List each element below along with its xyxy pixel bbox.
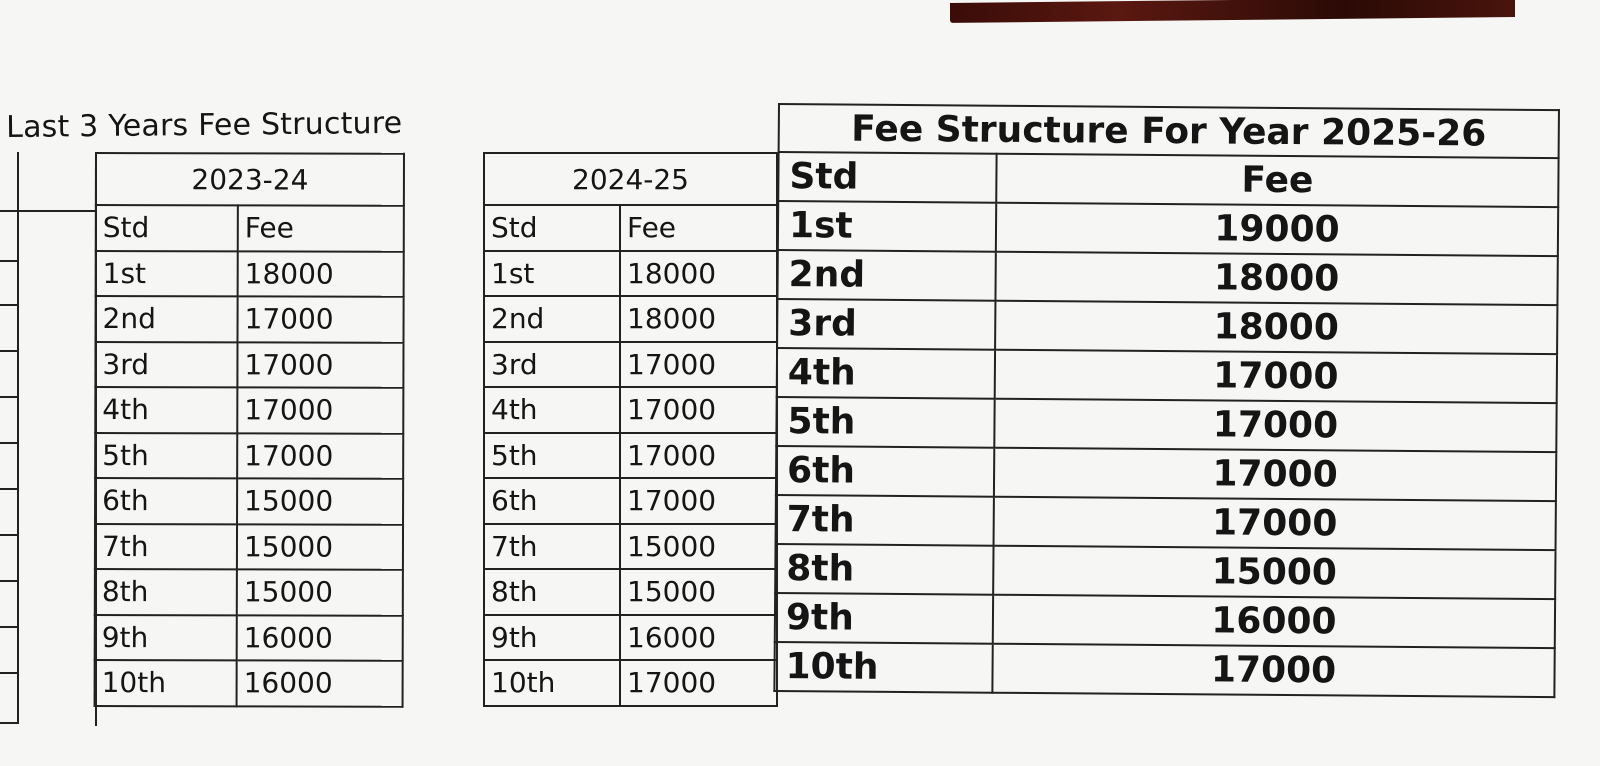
table-row (95, 433, 403, 479)
fee-cell: 17000 (620, 478, 777, 524)
std-cell: 9th (775, 593, 993, 644)
stub-rule (0, 396, 17, 398)
table-row (484, 524, 777, 570)
table-row (95, 615, 403, 661)
fee-cell: 17000 (995, 350, 1557, 403)
table-row (484, 478, 777, 524)
table-row (776, 397, 1556, 452)
std-cell: 7th (95, 524, 237, 570)
table-row (484, 569, 777, 615)
fee-column-header: Fee (996, 154, 1558, 207)
fee-table-2025-26 (773, 103, 1560, 698)
std-cell: 1st (778, 201, 996, 252)
table-row (95, 524, 403, 570)
table-row (96, 251, 404, 297)
fee-cell: 17000 (238, 296, 404, 342)
std-cell: 3rd (777, 299, 995, 350)
table-row (484, 615, 777, 661)
fee-cell: 17000 (620, 660, 777, 706)
table-row (774, 642, 1554, 697)
std-cell: 10th (774, 642, 992, 693)
partial-grid-stub (0, 152, 97, 726)
fee-cell: 15000 (237, 569, 403, 615)
table-row (95, 478, 403, 524)
fee-cell: 19000 (996, 203, 1558, 256)
table-header-row (96, 205, 404, 251)
year-header: 2024-25 (484, 153, 777, 205)
stub-rule (0, 580, 17, 582)
table-row (95, 660, 403, 706)
fee-cell: 15000 (620, 569, 777, 615)
fee-cell: 17000 (620, 342, 777, 388)
stub-divider (17, 152, 19, 724)
std-cell: 7th (484, 524, 620, 570)
year-header: 2023-24 (96, 153, 404, 206)
fee-cell: 18000 (620, 251, 777, 297)
table-row (95, 387, 403, 433)
std-cell: 5th (95, 433, 237, 479)
fee-cell: 17000 (237, 433, 403, 479)
fee-cell: 17000 (994, 497, 1556, 550)
std-cell: 10th (484, 660, 620, 706)
std-cell: 5th (776, 397, 994, 448)
std-cell: 1st (96, 251, 238, 297)
fee-cell: 16000 (993, 595, 1555, 648)
stub-rule (0, 488, 17, 490)
fee-cell: 18000 (995, 252, 1557, 305)
std-cell: 3rd (95, 342, 237, 388)
std-cell: 5th (484, 433, 620, 479)
fee-cell: 16000 (620, 615, 777, 661)
std-cell: 4th (777, 348, 995, 399)
fee-table-2024-25 (483, 152, 778, 707)
table-row (777, 250, 1557, 305)
table-row (778, 201, 1558, 256)
fee-cell: 18000 (238, 251, 404, 297)
std-cell: 6th (95, 478, 237, 524)
stub-rule (0, 442, 17, 444)
stub-rule (0, 672, 17, 674)
fee-cell: 17000 (237, 342, 403, 388)
table-row (484, 251, 777, 297)
fee-cell: 15000 (237, 478, 403, 524)
std-cell: 2nd (96, 296, 238, 342)
table-row (484, 387, 777, 433)
fee-cell: 17000 (994, 399, 1556, 452)
stub-rule (0, 210, 95, 212)
table-row (776, 446, 1556, 501)
std-cell: 9th (95, 615, 237, 661)
table-row (95, 569, 403, 615)
std-cell: 7th (776, 495, 994, 546)
table-row (484, 660, 777, 706)
fee-cell: 15000 (237, 524, 403, 570)
fee-cell: 15000 (620, 524, 777, 570)
table-row (484, 296, 777, 342)
std-column-header: Std (778, 152, 996, 203)
table-row (96, 296, 404, 342)
photo-edge (950, 0, 1515, 23)
fee-column-header: Fee (620, 205, 777, 251)
std-cell: 8th (775, 544, 993, 595)
table-row (777, 348, 1557, 403)
std-cell: 8th (95, 569, 237, 615)
std-cell: 8th (484, 569, 620, 615)
table-row (484, 433, 777, 479)
fee-cell: 18000 (620, 296, 777, 342)
stub-rule (0, 304, 17, 306)
fee-cell: 17000 (994, 448, 1556, 501)
std-cell: 4th (95, 387, 237, 433)
table-row (776, 495, 1556, 550)
table-row (95, 342, 403, 388)
std-cell: 2nd (777, 250, 995, 301)
stub-rule (0, 350, 17, 352)
fee-cell: 17000 (620, 433, 777, 479)
fee-cell: 15000 (993, 546, 1555, 599)
fee-cell: 17000 (237, 387, 403, 433)
std-cell: 9th (484, 615, 620, 661)
fee-cell: 16000 (237, 615, 403, 661)
std-cell: 6th (484, 478, 620, 524)
std-cell: 4th (484, 387, 620, 433)
table-row (777, 299, 1557, 354)
fee-column-header: Fee (238, 205, 404, 251)
std-cell: 1st (484, 251, 620, 297)
fee-cell: 18000 (995, 301, 1557, 354)
stub-rule (0, 722, 17, 724)
fee-cell: 16000 (237, 660, 403, 706)
stub-rule (0, 260, 17, 262)
table-header-row (778, 152, 1558, 207)
std-column-header: Std (96, 205, 238, 251)
stub-rule (0, 534, 17, 536)
std-cell: 10th (95, 660, 237, 706)
std-cell: 3rd (484, 342, 620, 388)
std-cell: 2nd (484, 296, 620, 342)
table-row (484, 342, 777, 388)
table-row (775, 544, 1555, 599)
table-header-row (484, 205, 777, 251)
page-heading: Last 3 Years Fee Structure (6, 105, 403, 145)
table-title: Fee Structure For Year 2025-26 (779, 104, 1559, 158)
table-row (775, 593, 1555, 648)
fee-cell: 17000 (992, 644, 1554, 697)
fee-table-2023-24 (94, 152, 405, 707)
std-cell: 6th (776, 446, 994, 497)
fee-cell: 17000 (620, 387, 777, 433)
std-column-header: Std (484, 205, 620, 251)
stub-rule (0, 626, 17, 628)
